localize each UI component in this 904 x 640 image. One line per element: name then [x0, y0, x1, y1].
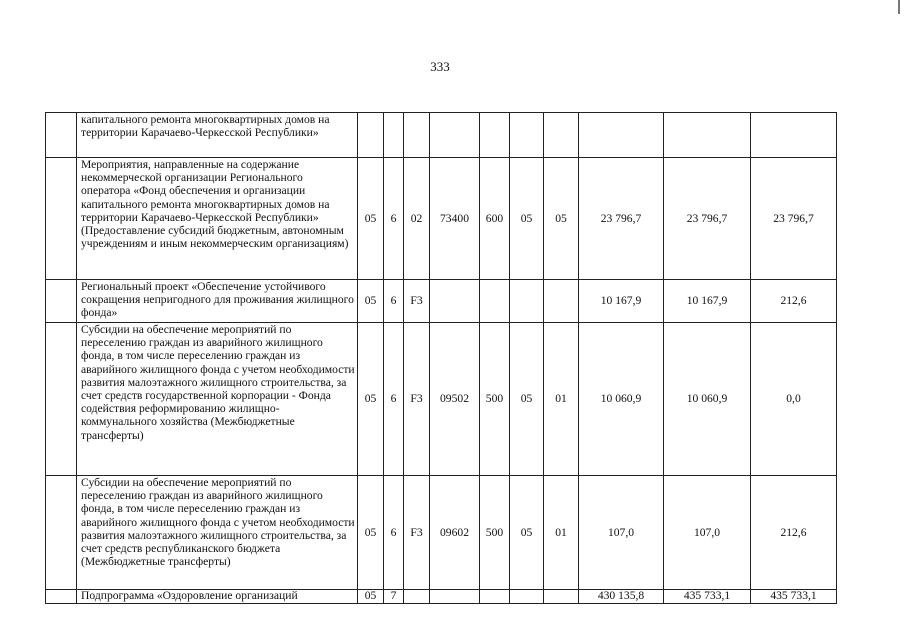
code-cell: 500: [480, 323, 510, 476]
code-cell: 09602: [430, 476, 480, 590]
code-cell: [544, 113, 579, 158]
code-cell: 7: [384, 590, 404, 604]
code-cell: 01: [544, 323, 579, 476]
scan-edge-mark: [898, 0, 900, 14]
code-cell: [404, 590, 430, 604]
name-cell: Региональный проект «Обеспечение устойчивого сокращения непригодного для проживания жилищного фонда»: [77, 280, 358, 323]
amount-cell: 212,6: [751, 476, 837, 590]
code-cell: 6: [384, 323, 404, 476]
code-cell: 01: [544, 476, 579, 590]
table-row: [46, 113, 837, 158]
code-cell: [480, 590, 510, 604]
name-cell: Мероприятия, направленные на содержание некоммерческой организации Регионального оператора «Фонд обеспечения и организации капитального ремонта многоквартирных домов на территории Карачаево-Черкесской Республики» (Предоставление субсидий бюджетным, автономным учреждениям и иным некоммерческим организациям): [77, 158, 358, 280]
budget-table: [45, 112, 837, 604]
code-cell: F3: [404, 476, 430, 590]
code-cell: 600: [480, 158, 510, 280]
code-cell: [544, 280, 579, 323]
table-row: [46, 280, 837, 323]
code-cell: [430, 590, 480, 604]
amount-cell: 23 796,7: [664, 158, 751, 280]
amount-cell: 107,0: [579, 476, 664, 590]
code-cell: 05: [510, 323, 544, 476]
code-cell: 05: [510, 158, 544, 280]
code-cell: [384, 113, 404, 158]
name-cell: Субсидии на обеспечение мероприятий по переселению граждан из аварийного жилищного фонда, в том числе переселению граждан из аварийного жилищного фонда с учетом необходимости развития малоэтажного жилищного строительства, за счет средств государственной корпорации - Фонда содействия реформированию жилищно-коммунального хозяйства (Межбюджетные трансферты): [77, 323, 358, 476]
code-cell: 05: [358, 158, 384, 280]
blank-cell: [46, 113, 77, 158]
code-cell: [430, 280, 480, 323]
amount-cell: 10 167,9: [579, 280, 664, 323]
code-cell: [404, 113, 430, 158]
table-row: [46, 590, 837, 604]
code-cell: 05: [358, 280, 384, 323]
amount-cell: 212,6: [751, 280, 837, 323]
code-cell: 6: [384, 280, 404, 323]
amount-cell: 430 135,8: [579, 590, 664, 604]
code-cell: [510, 280, 544, 323]
code-cell: [480, 280, 510, 323]
code-cell: 05: [510, 476, 544, 590]
code-cell: [480, 113, 510, 158]
code-cell: F3: [404, 323, 430, 476]
code-cell: [510, 590, 544, 604]
blank-cell: [46, 590, 77, 604]
code-cell: 6: [384, 158, 404, 280]
amount-cell: 435 733,1: [751, 590, 837, 604]
code-cell: [510, 113, 544, 158]
amount-cell: 10 167,9: [664, 280, 751, 323]
code-cell: [544, 590, 579, 604]
code-cell: 05: [544, 158, 579, 280]
table-row: [46, 476, 837, 590]
code-cell: 09502: [430, 323, 480, 476]
code-cell: 05: [358, 590, 384, 604]
amount-cell: 10 060,9: [664, 323, 751, 476]
blank-cell: [46, 323, 77, 476]
amount-cell: 0,0: [751, 323, 837, 476]
code-cell: 05: [358, 476, 384, 590]
name-cell: Подпрограмма «Оздоровление организаций: [77, 590, 358, 604]
table-row: [46, 158, 837, 280]
blank-cell: [46, 476, 77, 590]
amount-cell: [579, 113, 664, 158]
code-cell: 02: [404, 158, 430, 280]
amount-cell: [751, 113, 837, 158]
code-cell: 500: [480, 476, 510, 590]
amount-cell: 23 796,7: [751, 158, 837, 280]
name-cell: Субсидии на обеспечение мероприятий по переселению граждан из аварийного жилищного фонда, в том числе переселению граждан из аварийного жилищного фонда с учетом необходимости развития малоэтажного жилищного строительства, за счет средств республиканского бюджета (Межбюджетные трансферты): [77, 476, 358, 590]
name-cell: капитального ремонта многоквартирных домов на территории Карачаево-Черкесской Республики»: [77, 113, 358, 158]
amount-cell: [664, 113, 751, 158]
blank-cell: [46, 158, 77, 280]
page-number: 333: [430, 59, 450, 74]
amount-cell: 10 060,9: [579, 323, 664, 476]
code-cell: 73400: [430, 158, 480, 280]
code-cell: [358, 113, 384, 158]
amount-cell: 23 796,7: [579, 158, 664, 280]
blank-cell: [46, 280, 77, 323]
table-row: [46, 323, 837, 476]
code-cell: F3: [404, 280, 430, 323]
code-cell: 6: [384, 476, 404, 590]
amount-cell: 435 733,1: [664, 590, 751, 604]
code-cell: [430, 113, 480, 158]
amount-cell: 107,0: [664, 476, 751, 590]
code-cell: 05: [358, 323, 384, 476]
